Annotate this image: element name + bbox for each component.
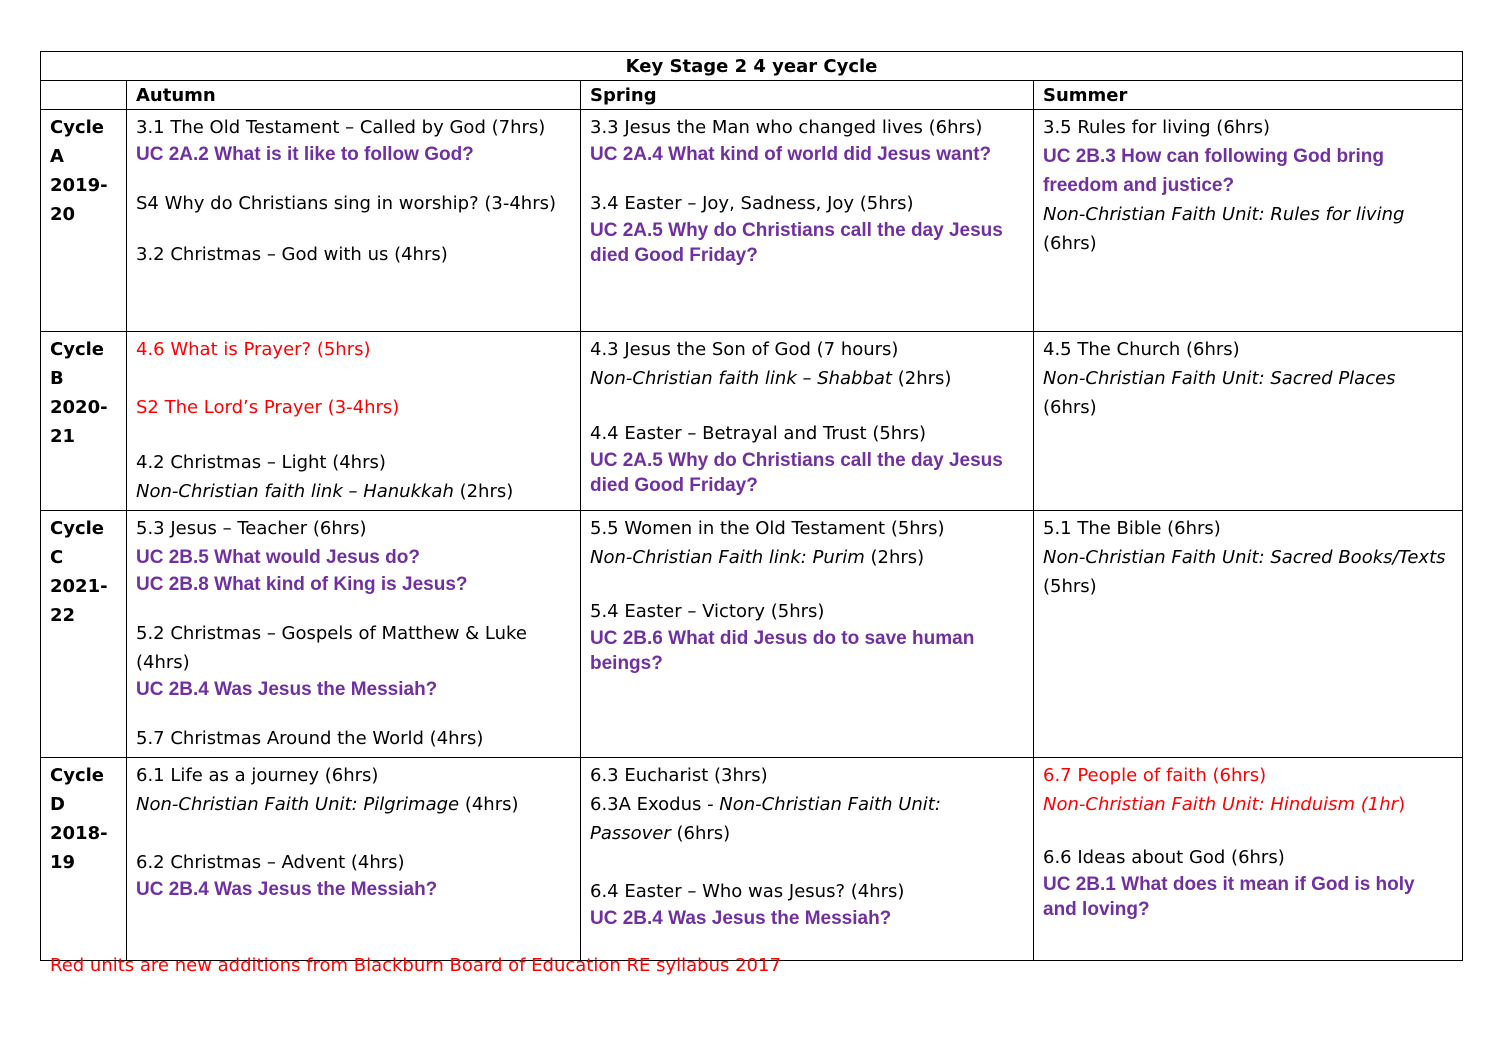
unit-text: 4.5 The Church (6hrs) [1043,339,1240,360]
uc-unit: UC 2B.6 What did Jesus do to save human beings? [590,628,975,674]
unit-text: 4.3 Jesus the Son of God (7 hours) [590,339,899,360]
cell-a-autumn [127,110,581,332]
cell-a-summer [1034,110,1463,332]
uc-unit: UC 2B.4 Was Jesus the Messiah? [136,679,438,700]
cell-d-summer [1034,758,1463,961]
cycle-label-d: Cycle D 2018- 19 [41,758,127,961]
non-christian-link: Non-Christian Faith link: Purim (2hrs) [590,547,925,568]
unit-text: 5.4 Easter – Victory (5hrs) [590,601,825,622]
uc-unit: UC 2A.4 What kind of world did Jesus want? [590,144,992,165]
non-christian-link: Non-Christian faith link – Shabbat (2hrs) [590,368,952,389]
unit-text: 4.4 Easter – Betrayal and Trust (5hrs) [590,423,927,444]
uc-unit: UC 2B.4 Was Jesus the Messiah? [136,879,438,900]
cell-d-spring [581,758,1034,961]
new-unit-text: 4.6 What is Prayer? (5hrs) [136,339,371,360]
cell-b-autumn [127,332,581,511]
non-christian-unit: Non-Christian Faith Unit: Sacred Books/Texts (5hrs) [1043,547,1446,597]
uc-unit: UC 2B.8 What kind of King is Jesus? [136,574,468,595]
unit-text: 6.3 Eucharist (3hrs) [590,765,768,786]
uc-unit: UC 2A.2 What is it like to follow God? [136,144,474,165]
unit-text: 5.3 Jesus – Teacher (6hrs) [136,518,367,539]
uc-unit: UC 2A.5 Why do Christians call the day Jesus died Good Friday? [590,220,1003,266]
unit-text: 6.4 Easter – Who was Jesus? (4hrs) [590,881,905,902]
title-row [41,52,1463,81]
non-christian-unit: Non-Christian Faith Unit: Pilgrimage (4hrs) [136,794,519,815]
unit-text: 3.5 Rules for living (6hrs) [1043,117,1270,138]
cell-d-autumn [127,758,581,961]
unit-text: 5.2 Christmas – Gospels of Matthew & Luke (4hrs) [136,623,527,673]
uc-unit: UC 2B.5 What would Jesus do? [136,547,420,568]
cycle-row-a [41,110,1463,332]
cell-c-autumn [127,511,581,758]
uc-unit: UC 2A.5 Why do Christians call the day Jesus died Good Friday? [590,450,1003,496]
unit-text: 6.6 Ideas about God (6hrs) [1043,847,1285,868]
unit-text: 5.7 Christmas Around the World (4hrs) [136,728,484,749]
cycle-row-d [41,758,1463,961]
cell-c-summer [1034,511,1463,758]
new-non-christian-unit: Non-Christian Faith Unit: Hinduism (1hr) [1043,794,1406,815]
cycle-label-a: Cycle A 2019- 20 [41,110,127,332]
cell-b-summer [1034,332,1463,511]
unit-text: 3.2 Christmas – God with us (4hrs) [136,244,448,265]
header-spring: Spring [581,81,1034,110]
unit-text: 3.4 Easter – Joy, Sadness, Joy (5hrs) [590,193,914,214]
cycle-label-c: Cycle C 2021- 22 [41,511,127,758]
unit-hours: (6hrs) [1043,397,1097,418]
table-title: Key Stage 2 4 year Cycle [41,52,1463,81]
new-unit-text: 6.7 People of faith (6hrs) [1043,765,1267,786]
unit-text: 5.1 The Bible (6hrs) [1043,518,1221,539]
corner-cell [41,81,127,110]
unit-text: 5.5 Women in the Old Testament (5hrs) [590,518,945,539]
cell-c-spring [581,511,1034,758]
non-christian-unit: Non-Christian Faith Unit: Rules for living [1043,204,1405,225]
unit-text: 4.2 Christmas – Light (4hrs) [136,452,386,473]
new-unit-text: S2 The Lord’s Prayer (3-4hrs) [136,397,400,418]
uc-unit: UC 2B.1 What does it mean if God is holy and loving? [1043,874,1415,920]
cycle-table [40,51,1463,961]
uc-unit: UC 2B.4 Was Jesus the Messiah? [590,908,892,929]
unit-text: 6.1 Life as a journey (6hrs) [136,765,379,786]
cell-b-spring [581,332,1034,511]
unit-text: 3.3 Jesus the Man who changed lives (6hrs) [590,117,983,138]
unit-text: 6.2 Christmas – Advent (4hrs) [136,852,405,873]
cycle-row-b [41,332,1463,511]
header-summer: Summer [1034,81,1463,110]
cell-a-spring [581,110,1034,332]
unit-hours: (6hrs) [1043,233,1097,254]
non-christian-unit: 6.3A Exodus - Non-Christian Faith Unit: Passover (6hrs) [590,794,941,844]
header-row [41,81,1463,110]
unit-text: S4 Why do Christians sing in worship? (3-4hrs) [136,193,557,214]
unit-text: 3.1 The Old Testament – Called by God (7hrs) [136,117,546,138]
header-autumn: Autumn [127,81,581,110]
cycle-row-c [41,511,1463,758]
cycle-label-b: Cycle B 2020- 21 [41,332,127,511]
non-christian-link: Non-Christian faith link – Hanukkah (2hrs) [136,481,514,502]
uc-unit: UC 2B.3 How can following God bring freedom and justice? [1043,146,1384,196]
non-christian-unit: Non-Christian Faith Unit: Sacred Places [1043,368,1396,389]
footnote: Red units are new additions from Blackburn Board of Education RE syllabus 2017 [50,955,781,976]
